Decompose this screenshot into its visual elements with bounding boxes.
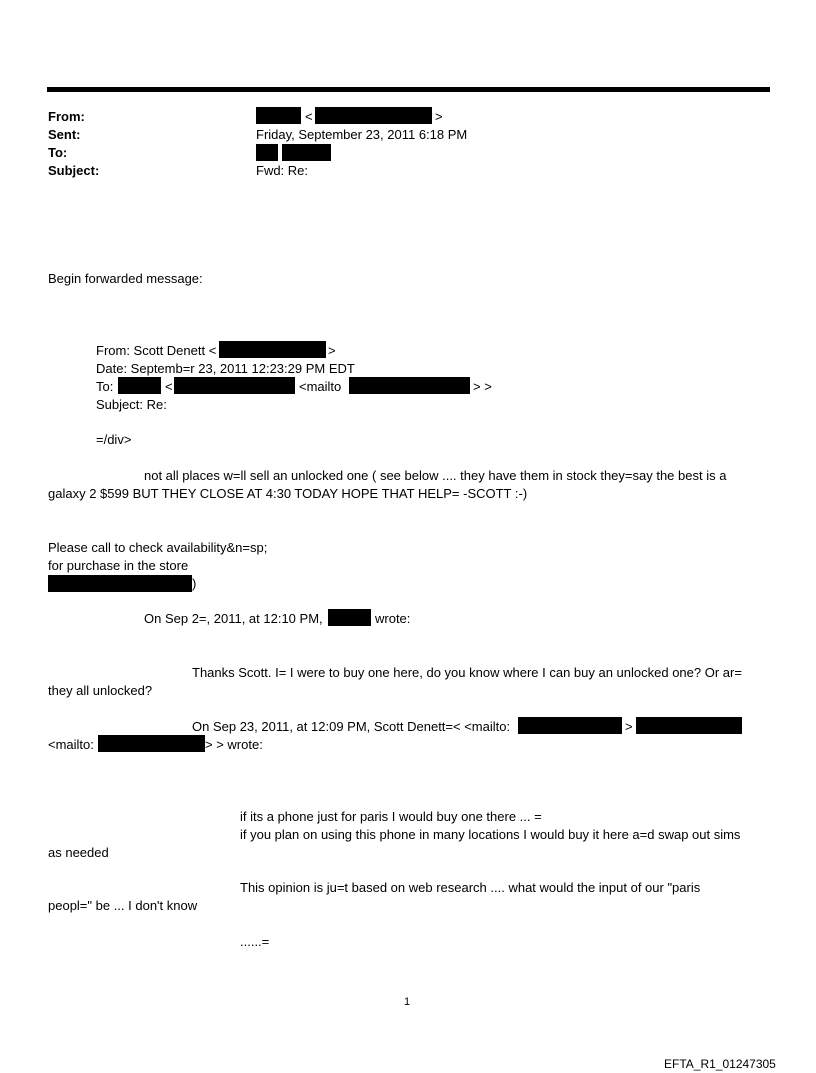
sep23-mailto: <mailto:	[48, 737, 94, 752]
redaction-block	[174, 377, 295, 394]
fwd-from-gt: >	[328, 343, 336, 358]
from-lt: <	[305, 109, 313, 124]
redaction-block	[256, 144, 278, 161]
paris-line2: if you plan on using this phone in many locations I would buy it here a=d swap out sims	[240, 827, 741, 842]
from-label: From:	[48, 109, 85, 124]
redaction-block	[98, 735, 205, 752]
redaction-block	[518, 717, 622, 734]
sent-label: Sent:	[48, 127, 81, 142]
fwd-to-label: To:	[96, 379, 114, 394]
header-rule	[47, 87, 770, 92]
from-gt: >	[435, 109, 443, 124]
sep23-gt: >	[625, 719, 633, 734]
sep23-wrote: > > wrote:	[205, 737, 263, 752]
sent-value: Friday, September 23, 2011 6:18 PM	[256, 127, 468, 142]
para1-line1: not all places w=ll sell an unlocked one ( see below .... they have them in stock they=say the best is a	[144, 468, 727, 483]
sep23-line1: On Sep 23, 2011, at 12:09 PM, Scott Denett=< <mailto:	[192, 719, 511, 734]
redaction-block	[349, 377, 470, 394]
thanks-line1: Thanks Scott. I= I were to buy one here, do you know where I can buy an unlocked one? Or ar=	[192, 665, 742, 680]
fwd-from: From: Scott Denett <	[96, 343, 217, 358]
call-paren: )	[192, 576, 197, 591]
subject-value: Fwd: Re:	[256, 163, 309, 178]
fwd-date: Date: Septemb=r 23, 2011 12:23:29 PM EDT	[96, 361, 355, 376]
thanks-line2: they all unlocked?	[48, 683, 153, 698]
fwd-subject: Subject: Re:	[96, 397, 167, 412]
fwd-to-end: > >	[473, 379, 492, 394]
redaction-block	[219, 341, 326, 358]
document-id: EFTA_R1_01247305	[664, 1057, 776, 1071]
subject-label: Subject:	[48, 163, 100, 178]
opinion-line2: peopl=" be ... I don't know	[48, 898, 198, 913]
paris-line1: if its a phone just for paris I would buy one there ... =	[240, 809, 542, 824]
redaction-block	[328, 609, 371, 626]
ellipsis-line: ......=	[240, 934, 270, 949]
begin-forwarded: Begin forwarded message:	[48, 271, 203, 286]
redaction-block	[315, 107, 432, 124]
opinion-line1: This opinion is ju=t based on web research .... what would the input of our "paris	[240, 880, 701, 895]
sep2-prefix: On Sep 2=, 2011, at 12:10 PM,	[144, 611, 323, 626]
paris-line3: as needed	[48, 845, 109, 860]
redaction-block	[48, 575, 192, 592]
redaction-block	[256, 107, 301, 124]
para1-line2: galaxy 2 $599 BUT THEY CLOSE AT 4:30 TODAY HOPE THAT HELP= -SCOTT :-)	[48, 486, 528, 501]
fwd-to-mailto: <mailto	[299, 379, 342, 394]
redaction-block	[118, 377, 161, 394]
redaction-block	[636, 717, 742, 734]
call-line2: for purchase in the store	[48, 558, 189, 573]
page-number: 1	[404, 996, 411, 1008]
to-label: To:	[48, 145, 68, 160]
fwd-to-lt: <	[165, 379, 173, 394]
call-line1: Please call to check availability&n=sp;	[48, 540, 268, 555]
sep2-suffix: wrote:	[375, 611, 411, 626]
div-line: =/div>	[96, 432, 132, 447]
redaction-block	[282, 144, 331, 161]
